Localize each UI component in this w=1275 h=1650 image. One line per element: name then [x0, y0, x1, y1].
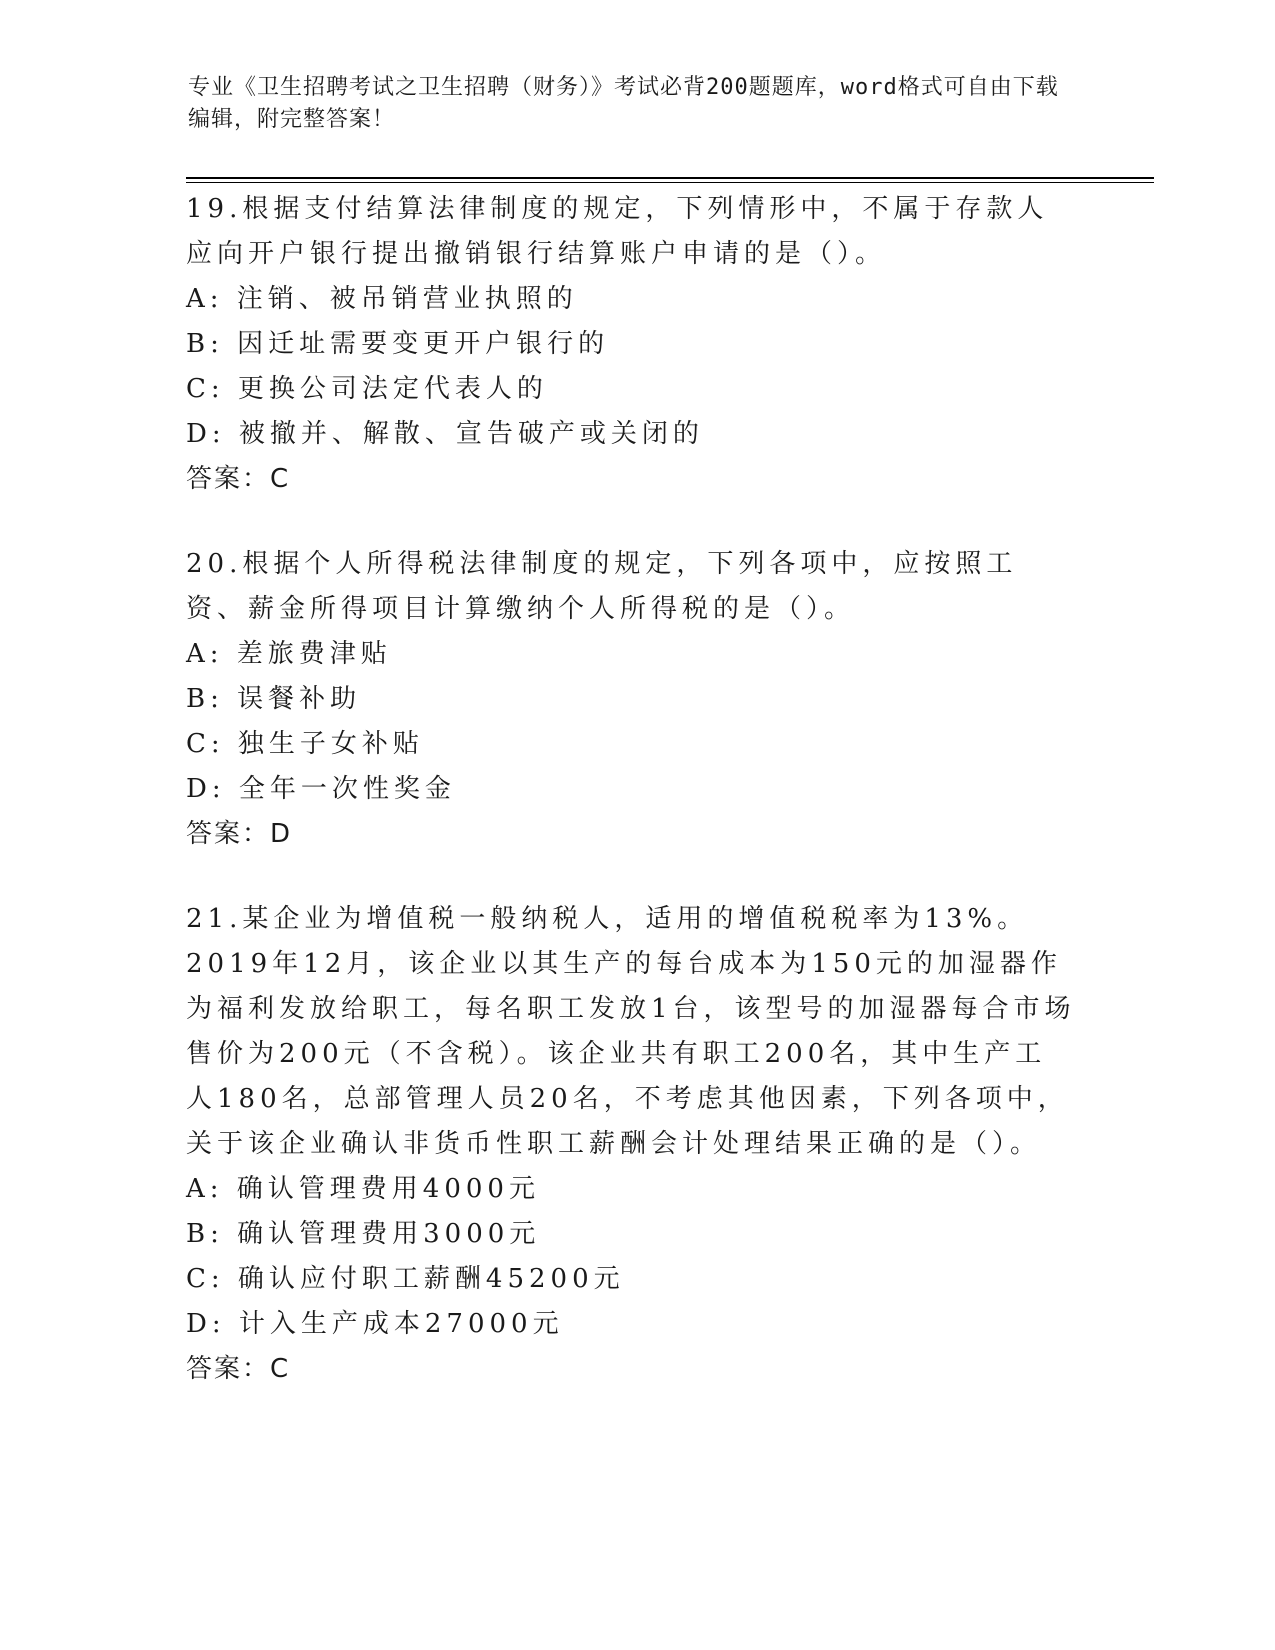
option-b: B: 误餐补助 [186, 684, 362, 714]
option-a: A: 差旅费津贴 [186, 639, 392, 669]
option-b: B: 确认管理费用3000元 [186, 1219, 541, 1249]
option-b: B: 因迁址需要变更开户银行的 [186, 329, 610, 359]
question-20 [186, 542, 1076, 857]
header-rule-thick [186, 177, 1154, 179]
question-19 [186, 187, 1076, 502]
option-c: C: 独生子女补贴 [186, 729, 424, 759]
answer: 答案：D [186, 819, 293, 849]
option-a: A: 注销、被吊销营业执照的 [186, 284, 578, 314]
question-stem: 20.根据个人所得税法律制度的规定，下列各项中，应按照工资、薪金所得项目计算缴纳个人所得税的是（）。 [186, 549, 1018, 624]
option-c: C: 更换公司法定代表人的 [186, 374, 548, 404]
option-a: A: 确认管理费用4000元 [186, 1174, 540, 1204]
option-d: D: 计入生产成本27000元 [186, 1309, 564, 1339]
document-header: 专业《卫生招聘考试之卫生招聘（财务）》考试必背200题题库，word格式可自由下载编辑，附完整答案！ [188, 75, 1059, 132]
option-c: C: 确认应付职工薪酬45200元 [186, 1264, 625, 1294]
option-d: D: 全年一次性奖金 [186, 774, 456, 804]
question-21 [186, 897, 1076, 1392]
answer: 答案：C [186, 464, 291, 494]
question-list [186, 187, 1076, 1432]
question-stem: 19.根据支付结算法律制度的规定，下列情形中，不属于存款人应向开户银行提出撤销银行结算账户申请的是（）。 [186, 194, 1049, 269]
question-stem: 21.某企业为增值税一般纳税人，适用的增值税税率为13%。2019年12月，该企业以其生产的每台成本为150元的加湿器作为福利发放给职工，每名职工发放1台，该型号的加湿器每合市场售价为200元（不含税）。该企业共有职工200名，其中生产工人180名，总部管理人员20名，不考虑其他因素，下列各项中，关于该企业确认非货币性职工薪酬会计处理结果正确的是（）。 [186, 904, 1076, 1159]
option-d: D: 被撤并、解散、宣告破产或关闭的 [186, 419, 704, 449]
answer: 答案：C [186, 1354, 291, 1384]
header-rule-thin [186, 182, 1154, 183]
